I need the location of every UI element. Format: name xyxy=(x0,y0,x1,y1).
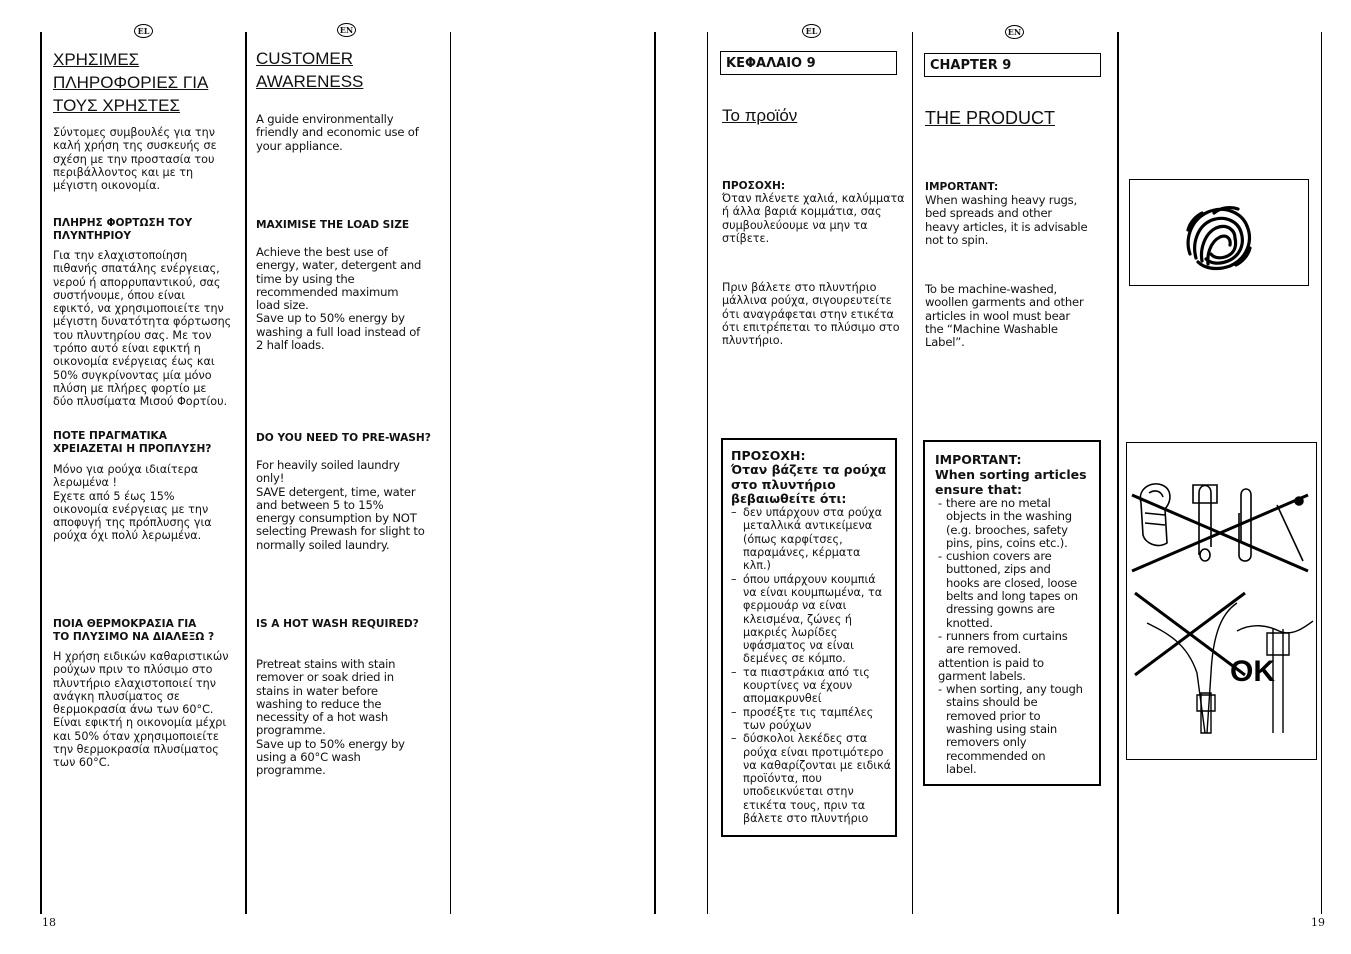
english-warning-list xyxy=(935,497,1099,776)
english-title-line: CUSTOMER xyxy=(256,49,353,68)
english-chapter-box: CHAPTER 9 xyxy=(924,53,1101,77)
english-heading-prewash: DO YOU NEED TO PRE-WASH? xyxy=(256,432,431,444)
woolmark-icon xyxy=(1130,180,1310,287)
english-warning-item: - runners from curtains are removed. xyxy=(935,630,1099,657)
ok-label: OK xyxy=(1230,655,1275,688)
english-important-text: When washing heavy rugs, bed spreads and other heavy articles, it is advisable not to spin. xyxy=(925,193,1088,247)
english-wool-text: To be machine-washed, woollen garments and other articles in wool must bear the “Machine Washable Label”. xyxy=(925,282,1084,350)
open-zip-icon xyxy=(1147,603,1237,733)
cross-mark-icon xyxy=(1132,495,1308,571)
greek-heading-prewash: ΠΟΤΕ ΠΡΑΓΜΑΤΙΚΑ ΧΡΕΙΑΖΕΤΑΙ Η ΠΡΟΠΛΥΣΗ? xyxy=(53,430,212,455)
greek-page-title: ΧΡΗΣΙΜΕΣ ΠΛΗΡΟΦΟΡΙΕΣ ΓΙΑ ΤΟΥΣ ΧΡΗΣΤΕΣ xyxy=(53,50,209,115)
english-product-title: THE PRODUCT xyxy=(925,108,1055,128)
sorting-illustration-frame xyxy=(1126,442,1317,760)
english-title-line: AWARENESS xyxy=(256,72,364,91)
greek-heading-temperature: ΠΟΙΑ ΘΕΡΜΟΚΡΑΣΙΑ ΓΙΑ ΤΟ ΠΛΥΣΙΜΟ ΝΑ ΔΙΑΛΕΞΩ ? xyxy=(53,618,215,643)
english-text-load-size: Achieve the best use of energy, water, detergent and time by using the recommended maximum load size. Save up to 50% energy by washing a full load instead of 2 half loads. xyxy=(256,245,422,353)
greek-wool-text: Πριν βάλετε στο πλυντήριο μάλλινα ρούχα, σιγουρευτείτε ότι αναγράφεται στην ετικέτα ότι επιτρέπεται το πλύσιμο στο πλυντήριο. xyxy=(722,281,900,348)
column-rule xyxy=(1117,32,1119,914)
greek-warning-item: – όπου υπάρχουν κουμπιά να είναι κουμπωμένα, τα φερμουάρ να είναι κλεισμένα, ζώνες ή μακριές λωρίδες υφάσματος να είναι δεμένες σε κόμπο. xyxy=(731,573,895,666)
column-rule xyxy=(450,32,451,914)
english-text-hot-wash: Pretreat stains with stain remover or soak dried in stains in water before washing to reduce the necessity of a hot wash programme. Save up to 50% energy by using a 60°C wash programme. xyxy=(256,657,405,778)
greek-chapter-box: ΚΕΦΑΛΑΙΟ 9 xyxy=(720,51,897,75)
english-heading-hot-wash: IS A HOT WASH REQUIRED? xyxy=(256,618,419,630)
greek-product-title: Το προϊόν xyxy=(722,106,798,125)
greek-text-prewash: Μόνο για ρούχα ιδιαίτερα λερωμένα ! Εχετε από 5 έως 15% οικονομία ενέργειας με την αποφυγή της πρόπλυσης για ρούχα όχι πολύ λερωμένα. xyxy=(53,463,212,543)
english-warning-heading: IMPORTANT: When sorting articles ensure that: xyxy=(935,452,1087,497)
english-intro-text: A guide environmentally friendly and economic use of your appliance. xyxy=(256,112,419,153)
english-warning-item: - when sorting, any tough stains should be removed prior to washing using stain removers only recommended on label. xyxy=(935,683,1099,776)
greek-warning-item: – τα πιαστράκια από τις κουρτίνες να έχουν απομακρυνθεί xyxy=(731,666,895,706)
greek-warning-item: – προσέξτε τις ταμπέλες των ρούχων xyxy=(731,706,895,733)
english-heading-load-size: MAXIMISE THE LOAD SIZE xyxy=(256,219,410,231)
woolmark-frame xyxy=(1129,179,1309,286)
english-warning-item: - there are no metal objects in the washing (e.g. brooches, safety pins, pins, coins etc.). xyxy=(935,497,1099,550)
greek-text-temperature: Η χρήση ειδικών καθαριστικών ρούχων πριν το πλύσιμο στο πλυντήριο ελαχιστοποιεί την ανάγκη πλυσίματος σε θερμοκρασία άνω των 60°C. Είναι εφικτή η οικονομία μέχρι και 50% όταν χρησιμοποιείτε την θερμοκρασία πλυσίματος των 60°C. xyxy=(53,650,229,770)
english-important-heading: IMPORTANT: xyxy=(925,181,999,193)
cross-mark-icon xyxy=(1135,593,1245,675)
column-rule xyxy=(912,32,913,914)
greek-warning-list xyxy=(731,506,895,825)
column-rule xyxy=(1321,32,1322,914)
language-badge-el: EL xyxy=(134,24,153,38)
brooch-icon xyxy=(1140,484,1170,546)
greek-warning-box xyxy=(721,438,897,837)
sorting-illustration xyxy=(1127,443,1318,761)
language-badge-en: EN xyxy=(1005,25,1024,39)
greek-intro-text: Σύντομες συμβουλές για την καλή χρήση της συσκευής σε σχέση με την προστασία του περιβάλλοντος και με τη μέγιστη οικονομία. xyxy=(53,126,217,193)
language-badge-en: EN xyxy=(337,23,356,37)
page-number-left: 18 xyxy=(42,916,56,929)
column-rule xyxy=(40,32,42,914)
column-rule xyxy=(707,32,708,914)
english-text-prewash: For heavily soiled laundry only! SAVE detergent, time, water and between 5 to 15% energy consumption by NOT selecting Prewash for slight to normally soiled laundry. xyxy=(256,458,425,552)
english-warning-item: attention is paid to garment labels. xyxy=(938,655,1044,683)
greek-important-heading: ΠΡΟΣΟΧΗ: xyxy=(722,180,786,192)
greek-important-text: Όταν πλένετε χαλιά, καλύμματα ή άλλα βαριά κομμάτια, σας συμβουλεύουμε να μην τα στίβετε. xyxy=(722,192,905,245)
column-rule xyxy=(654,32,656,914)
column-rule xyxy=(245,32,247,914)
greek-warning-heading: ΠΡΟΣΟΧΗ: Όταν βάζετε τα ρούχα στο πλυντήριο βεβαιωθείτε ότι: xyxy=(731,448,887,506)
greek-warning-item: – δύσκολοι λεκέδες στα ρούχα είναι προτιμότερο να καθαρίζονται με ειδικά προϊόντα, που υποδεικνύεται στην ετικέτα τους, πριν τα βάλετε στο πλυντήριο xyxy=(731,732,895,825)
page-number-right: 19 xyxy=(1311,916,1325,929)
english-page-title xyxy=(256,47,441,93)
greek-warning-item: – δεν υπάρχουν στα ρούχα μεταλλικά αντικείμενα (όπως καρφίτσες, παραμάνες, κέρματα κλπ.) xyxy=(731,506,895,572)
greek-heading-full-load: ΠΛΗΡΗΣ ΦΟΡΤΩΣΗ ΤΟΥ ΠΛΥΝΤΗΡΙΟΥ xyxy=(53,217,193,242)
english-warning-item: - cushion covers are buttoned, zips and hooks are closed, loose belts and long tapes on dressing gowns are knotted. xyxy=(935,550,1099,630)
language-badge-el: EL xyxy=(802,24,821,38)
greek-text-full-load: Για την ελαχιστοποίηση πιθανής σπατάλης ενέργειας, νερού ή απορρυπαντικού, σας συστήνουμε, όπου είναι εφικτό, να χρησιμοποιείτε την μέγιστη δυνατότητα φόρτωσης του πλυντηρίου σας. Με τον τρόπο αυτό είναι εφικτή η οικονομία ενέργειας έως και 50% συγκρίνοντας μία μόνο πλύση με πλήρες φορτίο με δύο πλυσίματα Μισού Φορτίου. xyxy=(53,249,232,409)
english-warning-box xyxy=(923,440,1101,786)
